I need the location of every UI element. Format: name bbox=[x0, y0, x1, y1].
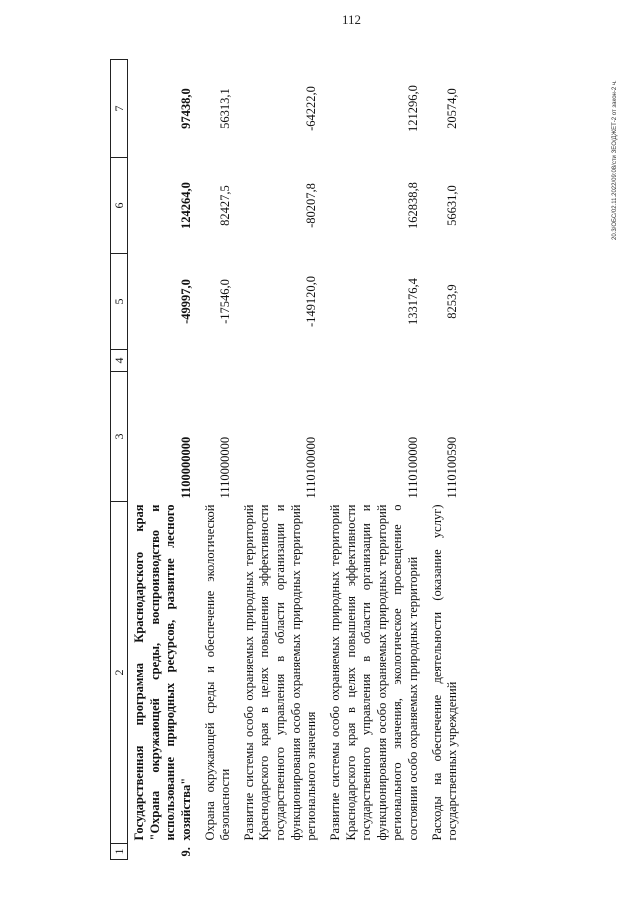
header-cell: 4 bbox=[111, 350, 128, 372]
row-col4 bbox=[426, 350, 465, 372]
row-name: Государственная программа Краснодарского края "Охрана окружающей среды, воспроизводство и использование природных ресурсов, развитие лесного хозяйства" bbox=[132, 504, 193, 841]
row-col4 bbox=[238, 350, 324, 372]
page-number: 112 bbox=[342, 12, 362, 27]
row-name: Расходы на обеспечение деятельности (оказание услуг) государственных учреждений bbox=[429, 504, 460, 841]
table-row bbox=[324, 60, 426, 860]
row-col5: 133176,4 bbox=[406, 278, 420, 325]
row-number bbox=[199, 844, 238, 860]
row-code: 1110100000 bbox=[304, 436, 319, 499]
table-row bbox=[238, 60, 324, 860]
header-cell: 1 bbox=[111, 844, 128, 860]
row-col7: 121296,0 bbox=[406, 85, 420, 132]
row-col6: 162838,8 bbox=[406, 182, 420, 229]
header-cell: 6 bbox=[111, 158, 128, 254]
row-col5: -49997,0 bbox=[178, 279, 193, 324]
row-col5: -17546,0 bbox=[218, 279, 233, 324]
row-col6: 124264,0 bbox=[178, 182, 193, 229]
row-number bbox=[238, 844, 324, 860]
header-cell: 2 bbox=[111, 502, 128, 844]
row-col4 bbox=[128, 350, 199, 372]
row-col5: 8253,9 bbox=[445, 284, 460, 319]
header-cell: 5 bbox=[111, 254, 128, 350]
table-row bbox=[426, 60, 465, 860]
row-col7: 97438,0 bbox=[178, 88, 193, 129]
document-stamp: 20.3/ОБС/02.11.2022/09:08/сти ЗЕО/ДЖЕТ-2 от закон-2 ч. bbox=[612, 80, 618, 240]
row-number: 9. bbox=[178, 847, 193, 857]
row-col6: 82427,5 bbox=[218, 185, 233, 226]
row-col5: -149120,0 bbox=[304, 275, 319, 328]
table-row bbox=[128, 60, 199, 860]
table-row bbox=[199, 60, 238, 860]
row-code: 1110100000 bbox=[406, 436, 420, 499]
row-name: Охрана окружающей среды и обеспечение экологической безопасности bbox=[202, 504, 233, 841]
row-col4 bbox=[199, 350, 238, 372]
budget-table bbox=[110, 59, 465, 860]
row-code: 1110000000 bbox=[218, 436, 233, 499]
row-number bbox=[324, 844, 426, 860]
header-row bbox=[111, 60, 128, 860]
row-name: Развитие системы особо охраняемых природных территорий Краснодарского края в целях повышения эффективности государственного управления в области организации и функционирования особо охраняемых природных территорий регионального значения, экологическое просвещение о состоянии особо охраняемых природных территорий bbox=[327, 504, 420, 841]
row-col7: 20574,0 bbox=[445, 88, 460, 129]
row-code: 1100000000 bbox=[178, 436, 193, 499]
row-col6: 56631,0 bbox=[445, 185, 460, 226]
row-col7: 56313,1 bbox=[218, 88, 233, 129]
row-code: 1110100590 bbox=[445, 436, 460, 499]
row-col6: -80207,8 bbox=[304, 183, 319, 228]
row-number bbox=[426, 844, 465, 860]
row-col4 bbox=[324, 350, 426, 372]
rotated-sheet bbox=[110, 60, 610, 860]
header-cell: 7 bbox=[111, 60, 128, 158]
row-col7: -64222,0 bbox=[304, 86, 319, 131]
row-name: Развитие системы особо охраняемых природных территорий Краснодарского края в целях повышения эффективности государственного управления в области организации и функционирования особо охраняемых природных территорий регионального значения bbox=[241, 504, 319, 841]
header-cell: 3 bbox=[111, 372, 128, 502]
